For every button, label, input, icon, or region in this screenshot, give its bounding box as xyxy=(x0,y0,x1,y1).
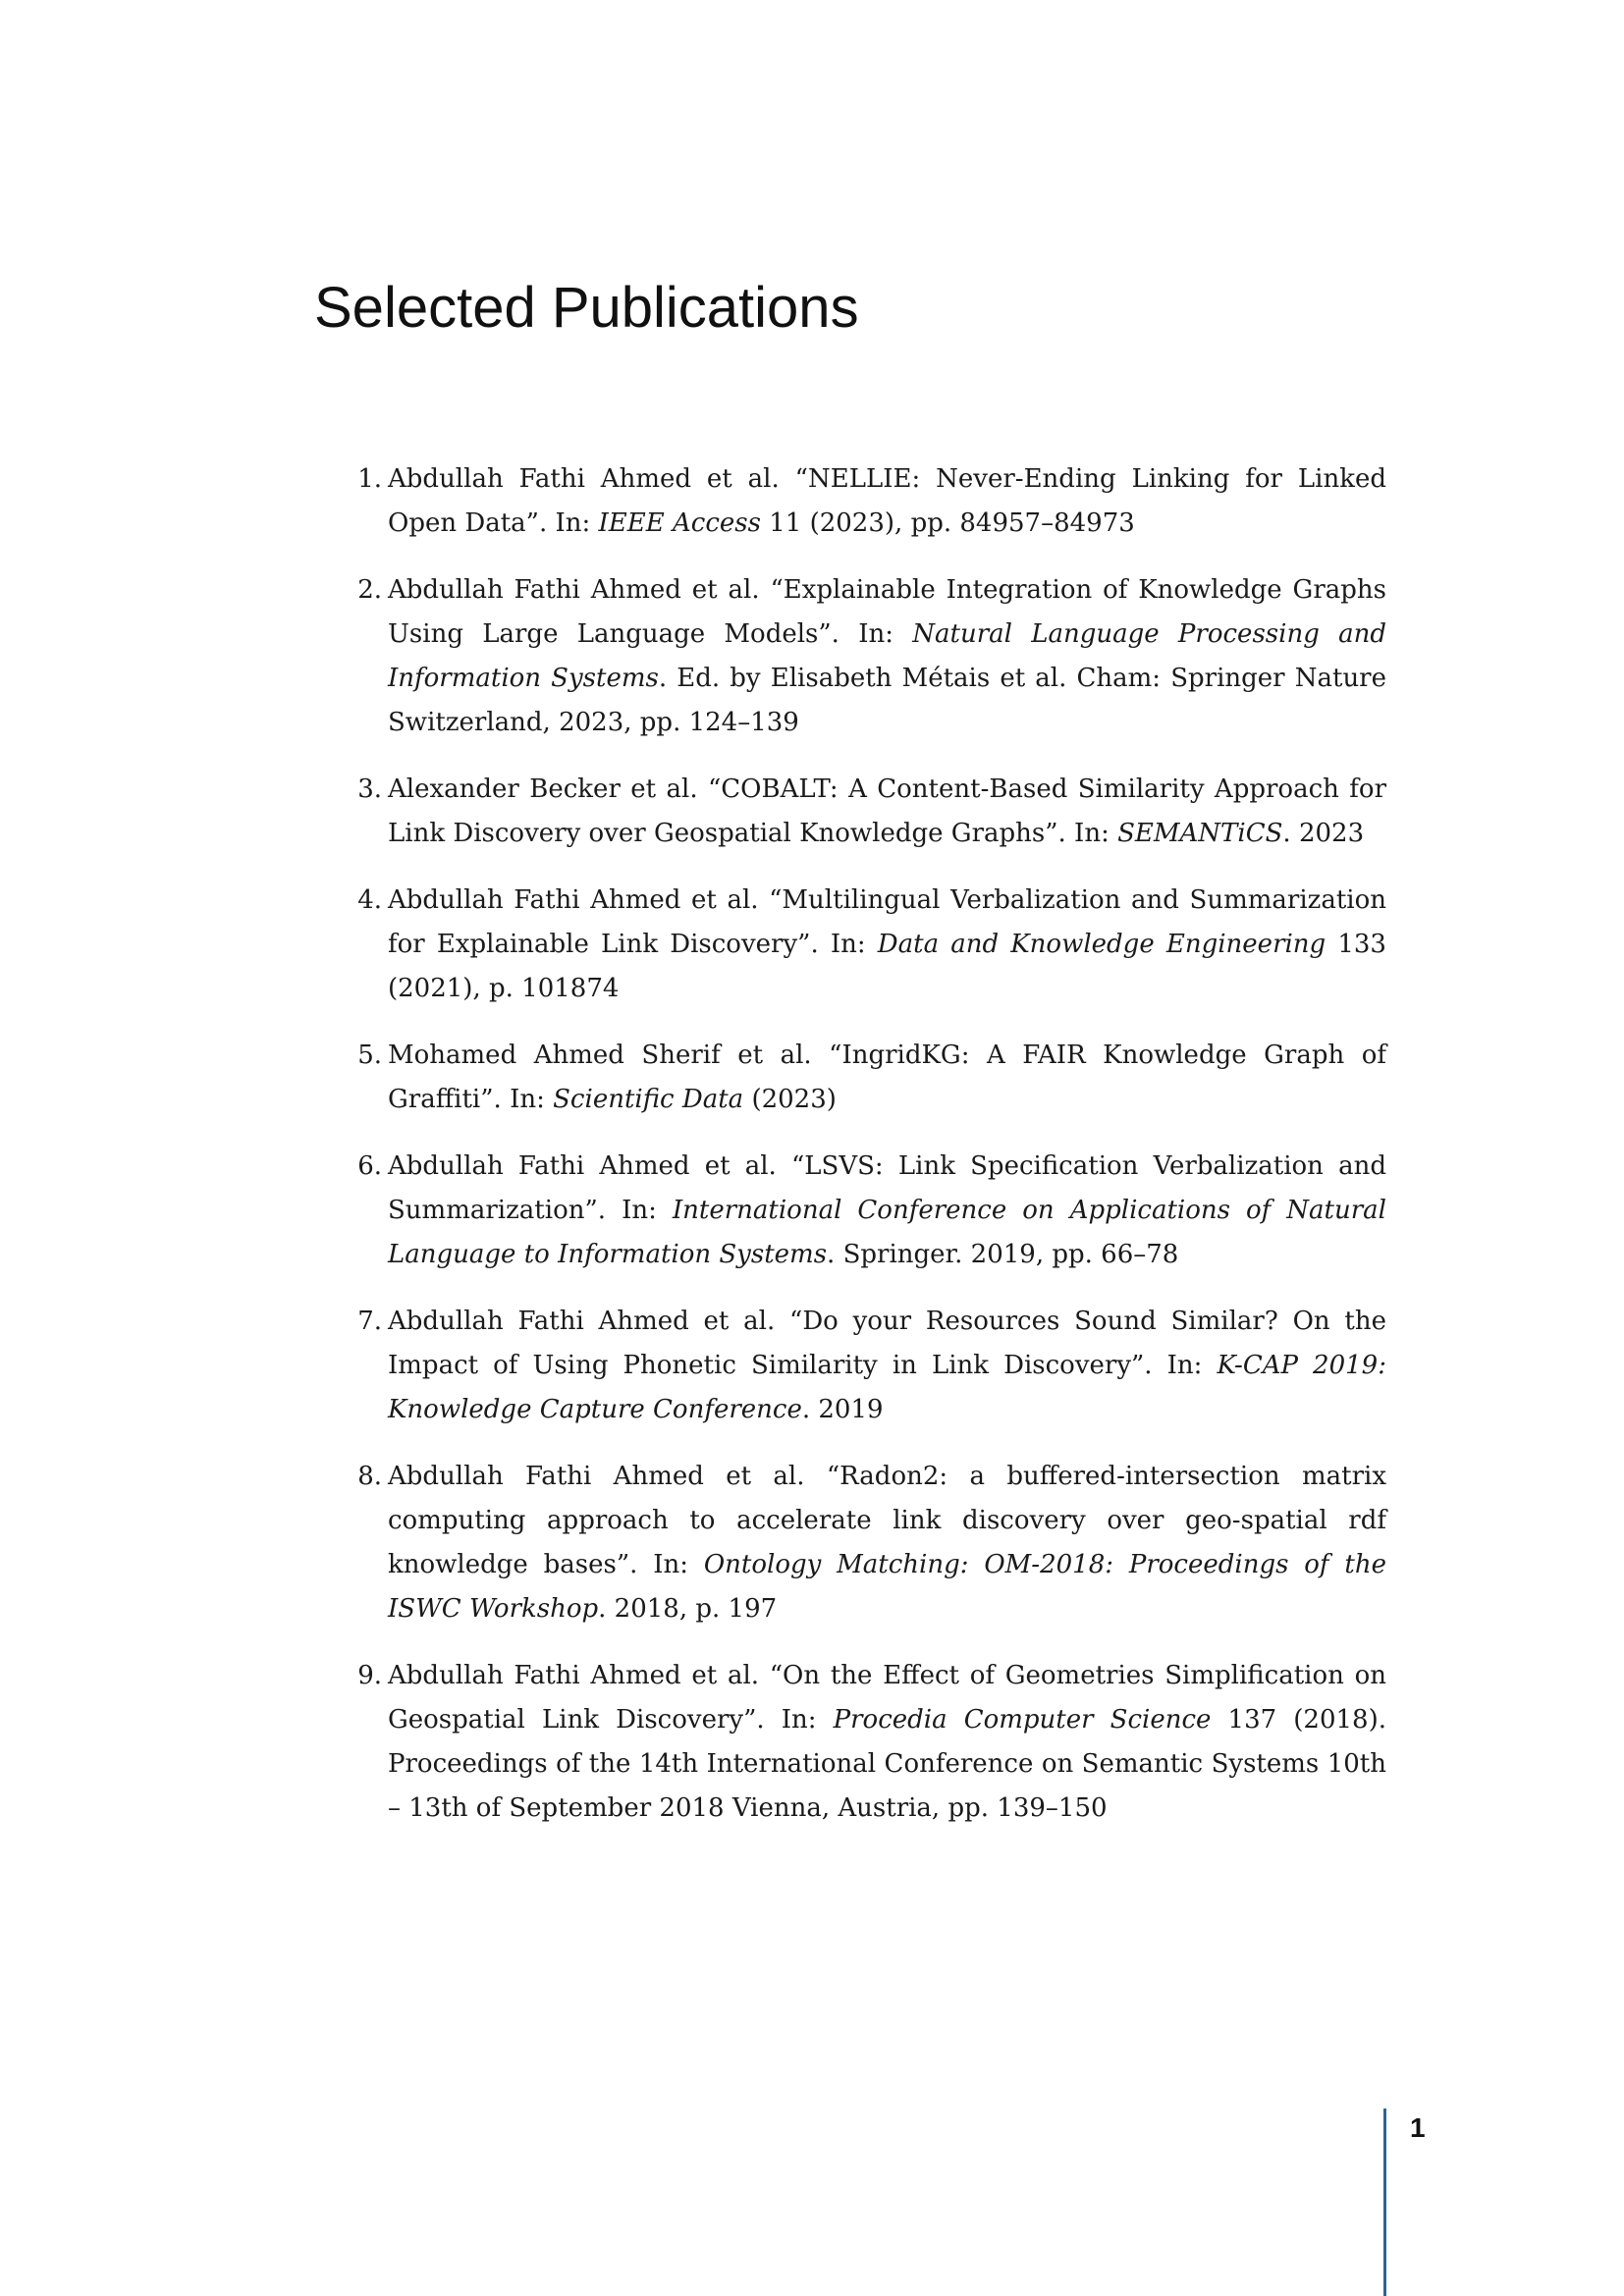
publication-item xyxy=(357,1455,1386,1631)
publication-venue: K-CAP 2019: Knowledge Capture Conference xyxy=(388,1351,1386,1424)
publication-number: 8. xyxy=(357,1462,382,1491)
publication-details: . Springer. 2019, pp. 66–78 xyxy=(827,1240,1179,1269)
publication-details: . 2018, p. 197 xyxy=(598,1594,778,1624)
publication-list xyxy=(357,457,1387,1853)
publication-details: . 2023 xyxy=(1282,819,1365,848)
publication-item xyxy=(357,1034,1386,1122)
publication-citation: Abdullah Fathi Ahmed et al. “LSVS: Link Specification Verbalization and Summarization”. In: xyxy=(388,1151,1386,1225)
publication-item xyxy=(357,568,1386,745)
publication-citation: Abdullah Fathi Ahmed et al. “Do your Resources Sound Similar? On the Impact of Using Phonetic Similarity in Link Discovery”. In: xyxy=(388,1307,1386,1380)
publication-number: 3. xyxy=(357,774,382,804)
publication-venue: Ontology Matching: OM-2018: Proceedings of the ISWC Workshop xyxy=(388,1550,1386,1624)
publication-citation: Mohamed Ahmed Sherif et al. “IngridKG: A FAIR Knowledge Graph of Graffiti”. In: xyxy=(388,1041,1386,1114)
publication-venue: Scientific Data xyxy=(553,1085,744,1114)
publication-item xyxy=(357,457,1386,546)
page-number: 1 xyxy=(1410,2112,1426,2143)
footer-rule xyxy=(1383,2109,1386,2296)
publication-citation: Abdullah Fathi Ahmed et al. “NELLIE: Never-Ending Linking for Linked Open Data”. In: xyxy=(388,464,1386,538)
publication-item xyxy=(357,1654,1387,1831)
publication-venue: Natural Language Processing and Information Systems xyxy=(388,619,1386,693)
publication-number: 2. xyxy=(357,575,382,605)
publication-details: 137 (2018). Proceedings of the 14th International Conference on Semantic Systems 10th – 13th of September 2018 Vienna, Austria, pp. 139–150 xyxy=(388,1705,1387,1823)
publication-details: . 2019 xyxy=(801,1395,884,1424)
page-title: Selected Publications xyxy=(314,276,859,340)
publication-venue: International Conference on Applications of Natural Language to Information Systems xyxy=(388,1196,1386,1269)
publication-item xyxy=(357,768,1386,856)
publication-item xyxy=(357,1145,1386,1277)
publication-details: 11 (2023), pp. 84957–84973 xyxy=(760,508,1135,538)
publication-venue: IEEE Access xyxy=(598,508,761,538)
publication-number: 9. xyxy=(357,1661,382,1690)
publication-details: . Ed. by Elisabeth Métais et al. Cham: Springer Nature Switzerland, 2023, pp. 124–139 xyxy=(388,664,1386,737)
publication-citation: Abdullah Fathi Ahmed et al. “Multilingual Verbalization and Summarization for Explainable Link Discovery”. In: xyxy=(388,885,1386,959)
publication-venue: Procedia Computer Science xyxy=(833,1705,1212,1735)
publication-citation: Abdullah Fathi Ahmed et al. “Radon2: a buffered-intersection matrix computing approach to accelerate link discovery over geo-spatial rdf knowledge bases”. In: xyxy=(388,1462,1386,1579)
publication-venue: Data and Knowledge Engineering xyxy=(877,930,1326,959)
publication-citation: Abdullah Fathi Ahmed et al. “Explainable Integration of Knowledge Graphs Using Large Language Models”. In: xyxy=(388,575,1386,649)
publication-number: 7. xyxy=(357,1307,382,1336)
publication-number: 6. xyxy=(357,1151,382,1181)
publication-number: 4. xyxy=(357,885,382,915)
publication-item xyxy=(357,879,1386,1011)
publication-item xyxy=(357,1300,1386,1432)
publication-details: (2023) xyxy=(743,1085,837,1114)
publication-number: 1. xyxy=(357,464,382,494)
publication-citation: Alexander Becker et al. “COBALT: A Content-Based Similarity Approach for Link Discovery over Geospatial Knowledge Graphs”. In: xyxy=(388,774,1386,848)
publication-details: 133 (2021), p. 101874 xyxy=(388,930,1386,1003)
publication-citation: Abdullah Fathi Ahmed et al. “On the Effect of Geometries Simplification on Geospatial Link Discovery”. In: xyxy=(388,1661,1386,1735)
publication-number: 5. xyxy=(357,1041,382,1070)
publication-venue: SEMANTiCS xyxy=(1117,819,1283,848)
